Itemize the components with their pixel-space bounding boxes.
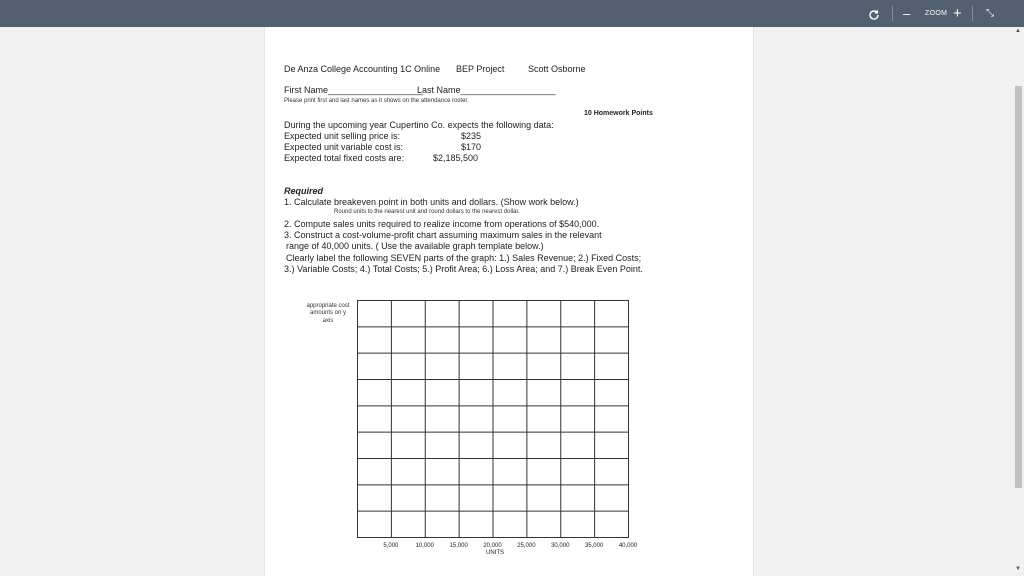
x-tick-label: 35,000 [584, 543, 604, 549]
rotate-icon[interactable] [868, 0, 880, 27]
project-title: BEP Project [456, 64, 505, 74]
x-axis-label: UNITS [486, 550, 504, 556]
data-value: $235 [461, 131, 482, 141]
toolbar-divider [972, 6, 973, 21]
document-page [264, 27, 754, 576]
data-label: Expected unit selling price is: [284, 131, 401, 141]
data-value: $170 [461, 142, 482, 152]
x-tick-label: 15,000 [449, 543, 468, 549]
question-1: 1. Calculate breakeven point in both units and dollars. (Show work below.) [284, 197, 579, 207]
question-3-line-2: range of 40,000 units. ( Use the available graph template below.) [286, 241, 544, 251]
scroll-down-arrow[interactable]: ▼ [1015, 566, 1021, 572]
name-instruction: Please print first and last names as it shows on the attendance roster. [284, 98, 469, 104]
author-name: Scott Osborne [528, 64, 586, 74]
x-tick-label: 25,000 [517, 543, 536, 549]
viewer-toolbar [0, 0, 1024, 27]
x-tick-label: 20,000 [483, 543, 502, 549]
x-tick-label: 30,000 [551, 543, 570, 549]
scroll-thumb[interactable] [1015, 86, 1022, 488]
y-axis-note: amounts on y [309, 310, 347, 316]
zoom-out-button[interactable]: – [903, 6, 911, 21]
question-1-note: Round units to the nearest unit and round dollars to the nearest dollar. [334, 209, 520, 215]
zoom-label: ZOOM [925, 10, 948, 17]
x-tick-label: 5,000 [383, 543, 399, 549]
school-name: De Anza College Accounting 1C Online [284, 64, 441, 74]
y-axis-note: axis [322, 318, 334, 324]
x-tick-label: 10,000 [415, 543, 434, 549]
last-name-field: Last Name___________________ [417, 85, 556, 95]
question-3-line-3: Clearly label the following SEVEN parts of the graph: 1.) Sales Revenue; 2.) Fixed Costs; [286, 253, 642, 263]
question-2: 2. Compute sales units required to realize income from operations of $540,000. [284, 219, 600, 229]
first-name-field: First Name___________________ [284, 85, 424, 95]
data-intro: During the upcoming year Cupertino Co. expects the following data: [284, 120, 554, 130]
toolbar-divider [892, 6, 893, 21]
data-label: Expected unit variable cost is: [284, 142, 404, 152]
points-label: 10 Homework Points [584, 110, 653, 117]
y-axis-note: appropriate cost [306, 303, 350, 309]
required-heading: Required [284, 186, 324, 196]
cvp-graph-grid [357, 300, 629, 538]
question-3-line-1: 3. Construct a cost-volume-profit chart assuming maximum sales in the relevant [284, 230, 602, 240]
collapse-icon[interactable]: ⤡ [986, 8, 994, 19]
scroll-up-arrow[interactable]: ▲ [1015, 28, 1021, 34]
x-tick-label: 40,000 [618, 543, 638, 549]
data-label: Expected total fixed costs are: [284, 153, 405, 163]
zoom-in-button[interactable]: + [953, 5, 962, 22]
data-value: $2,185,500 [433, 153, 479, 163]
question-3-line-4: 3.) Variable Costs; 4.) Total Costs; 5.) Profit Area; 6.) Loss Area; and 7.) Break Even Point. [284, 264, 643, 274]
